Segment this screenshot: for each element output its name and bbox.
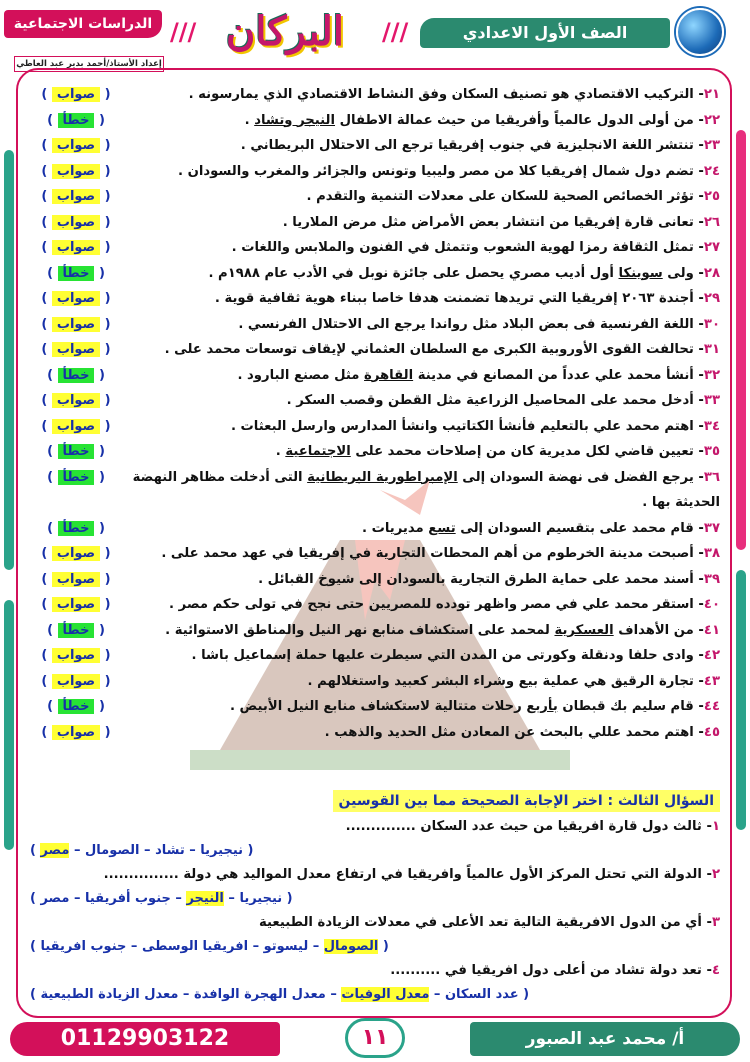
underlined-term: سوينكا (618, 265, 663, 281)
grade-tag: الصف الأول الاعدادي (420, 18, 670, 48)
answer-box (30, 570, 122, 590)
correct-option: مصر (40, 843, 70, 858)
paren-close: ) (41, 189, 52, 204)
question-text-part: تعانى قارة إفريقيا من انتشار بعض الأمراض مثل مرض الملاريا . (282, 214, 694, 230)
question-text: ٤٤- قام سليم بك قبطان بأربع رحلات متتالية لاستكشاف منابع النيل الأبيض . (229, 699, 720, 714)
question-number: ٢٦ (703, 214, 720, 230)
answer-box (30, 289, 122, 309)
question-text: ٣٦- يرجع الفضل فى نهضة السودان إلى الإمبراطورية البريطانية التى أدخلت مظاهر النهضة الحديثة بها . (132, 469, 720, 510)
question-row (30, 465, 720, 516)
paren-open: ( (100, 214, 111, 230)
question-row (30, 720, 720, 746)
question-text-part: استقر محمد علي في مصر واظهر تودده للمصريين حتى نجح في تولى حكم مصر . (169, 597, 694, 612)
question-text: ٣٢- أنشأ محمد علي عدداً من المصانع في مدينة القاهرة مثل مصنع البارود . (237, 367, 720, 383)
paren-close: ) (41, 724, 52, 740)
question-text-part: قام محمد على بتقسيم السودان إلى (455, 520, 694, 536)
paren-close: ) (41, 342, 52, 357)
option: عدد السكان (444, 987, 519, 1002)
prepared-by-label: إعداد الأستاذ/أحمد بدير عبد العاطي (14, 56, 164, 72)
paren-close: ) (41, 393, 52, 408)
correct-option: النيجر (186, 891, 224, 906)
multiple-choice-section (30, 790, 720, 1007)
paren-open: ( (94, 112, 105, 128)
mcq-question: ٣- أي من الدول الافريقية التالية تعد الأعلى في معدلات الزيادة الطبيعية (259, 915, 720, 930)
question-text: ٢٤- تضم دول شمال إفريقيا كلا من مصر وليبيا وتونس والجزائر والمغرب والسودان . (177, 163, 720, 179)
paren-open: ( (100, 546, 111, 561)
option-separator: – (223, 891, 240, 906)
paren-open: ( (94, 367, 105, 383)
question-text-part: أول أديب مصري يحصل على جائزة نوبل في الأدب عام ١٩٨٨م . (208, 265, 619, 281)
underlined-term: النيجر وتشاد (254, 112, 336, 128)
answer-word: خطأ (58, 699, 95, 714)
question-text-part: مديريات . (361, 520, 429, 536)
brand-logo: البركان (225, 8, 345, 55)
globe-icon (676, 8, 724, 56)
mcq-text: الدولة التي تحتل المركز الأول عالمياً وافريقيا في ارتفاع معدل المواليد هي دولة ............... (103, 867, 702, 882)
option: الصومال (84, 843, 140, 858)
question-row (30, 618, 720, 644)
paren-close: ) (41, 163, 52, 179)
answer-box (30, 111, 122, 131)
paren-open: ( (378, 939, 389, 954)
paren-close: ) (41, 138, 52, 153)
question-row (30, 261, 720, 287)
question-text: ٣١- تحالفت القوى الأوروبية الكبرى مع السلطان العثماني لإيقاف توسعات محمد على . (164, 342, 720, 357)
option: جنوب افريقيا (40, 939, 127, 954)
question-text-part: أدخل محمد على المحاصيل الزراعية مثل القطن وقصب السكر . (286, 393, 694, 408)
mcq-text: تعد دولة تشاد من أعلى دول افريقيا في .......... (390, 963, 702, 978)
answer-box (30, 417, 122, 437)
mcq-question: ٤- تعد دولة تشاد من أعلى دول افريقيا في .......... (390, 963, 720, 978)
question-text: ٢٨- ولى سوينكا أول أديب مصري يحصل على جائزة نوبل في الأدب عام ١٩٨٨م . (208, 265, 720, 281)
question-text-part: تحالفت القوى الأوروبية الكبرى مع السلطان العثماني لإيقاف توسعات محمد على . (164, 342, 694, 357)
answer-box (30, 723, 122, 743)
option: ليسوتو (263, 939, 309, 954)
option-separator: – (69, 891, 85, 906)
option-separator: – (69, 843, 85, 858)
question-text: ٣٤- اهتم محمد علي بالتعليم فأنشأ الكتاتيب وانشأ المدارس وارسل البعثات . (230, 418, 720, 434)
question-text: ٣٩- أسند محمد على حماية الطرق التجارية بالسودان إلى شيوخ القبائل . (258, 571, 720, 587)
answer-word: صواب (52, 215, 100, 230)
question-row (30, 414, 720, 440)
paren-open: ( (94, 444, 105, 459)
answer-box (30, 544, 122, 564)
question-row (30, 235, 720, 261)
answer-word: صواب (52, 189, 100, 204)
question-text-part: اهتم محمد علي بالتعليم فأنشأ الكتاتيب وانشأ المدارس وارسل البعثات . (230, 418, 694, 434)
option: نيجيريا (200, 843, 244, 858)
answer-box (30, 162, 122, 182)
question-number: ٣٣ (703, 393, 720, 408)
mcq-options (30, 839, 720, 863)
question-row (30, 159, 720, 185)
question-row (30, 286, 720, 312)
answer-word: صواب (52, 87, 100, 102)
answer-box (30, 187, 122, 207)
question-text-part: التى أدخلت مظاهر النهضة الحديثة بها . (132, 469, 720, 510)
question-text: ٢١- التركيب الاقتصادي هو تصنيف السكان وفق النشاط الاقتصادي الذي يمارسونه . (188, 87, 720, 102)
question-number: ٣٢ (703, 367, 720, 383)
answer-box (30, 697, 122, 717)
question-text-part: قام سليم بك قبطان (557, 699, 694, 714)
option-separator: – (308, 939, 324, 954)
paren-close: ) (30, 939, 41, 954)
question-number: ٣٥ (703, 444, 720, 459)
side-bar-decoration (4, 150, 14, 570)
question-row (30, 541, 720, 567)
answer-word: خطأ (58, 623, 95, 638)
paren-close: ) (30, 843, 41, 858)
question-text-part: أجندة ٢٠٦٣ إفريقيا التي تريدها تضمنت هدفا خاصا ببناء هوية ثقافية قوية . (214, 291, 694, 306)
question-text: ٢٢- من أولى الدول عالمياً وأفريقيا من حيث عمالة الاطفال النيجر وتشاد . (244, 112, 720, 128)
question-text-part: من أولى الدول عالمياً وأفريقيا من حيث عمالة الاطفال (335, 112, 694, 128)
answer-word: صواب (52, 597, 100, 612)
question-text-part: أصبحت مدينة الخرطوم من أهم المحطات التجارية في إفريقيا في عهد محمد على . (161, 546, 694, 561)
question-row (30, 439, 720, 465)
paren-open: ( (100, 291, 111, 306)
underlined-term: بأربع (526, 699, 558, 714)
underlined-term: الاجتماعية (285, 444, 351, 459)
underlined-term: العسكرية (554, 622, 614, 638)
paren-open: ( (100, 418, 111, 434)
mcq-text: أي من الدول الافريقية التالية تعد الأعلى في معدلات الزيادة الطبيعية (259, 915, 702, 930)
answer-box (30, 442, 122, 462)
option: تشاد (155, 843, 185, 858)
answer-word: صواب (52, 725, 100, 740)
answer-word: خطأ (58, 521, 95, 536)
answer-box (30, 621, 122, 641)
paren-close: ) (47, 699, 58, 714)
question-number: ٣٧ (703, 520, 720, 536)
answer-word: صواب (52, 419, 100, 434)
question-row (30, 82, 720, 108)
paren-open: ( (518, 987, 530, 1002)
question-text: ٤٠- استقر محمد علي في مصر واظهر تودده للمصريين حتى نجح في تولى حكم مصر . (169, 597, 720, 612)
paren-close: ) (41, 418, 52, 434)
question-text-part: وادى حلفا ودنقلة وكورتى من المدن التي سيطرت عليها حملة إسماعيل باشا . (191, 648, 694, 663)
question-number: ٢٢ (703, 112, 720, 128)
answer-box (30, 213, 122, 233)
option-separator: – (178, 987, 194, 1002)
answer-box (30, 315, 122, 335)
question-text: ٤٢- وادى حلفا ودنقلة وكورتى من المدن التي سيطرت عليها حملة إسماعيل باشا . (191, 648, 720, 663)
paren-close: ) (30, 891, 41, 906)
question-row (30, 592, 720, 618)
question-row (30, 363, 720, 389)
underlined-term: تسع (428, 520, 456, 536)
question-number: ٣٤ (703, 418, 720, 434)
question-number: ٣٠ (703, 316, 720, 332)
answer-word: صواب (52, 317, 100, 332)
underlined-term: القاهرة (364, 367, 414, 383)
question-text: ٤١- من الأهداف العسكرية لمحمد على استكشاف منابع نهر النيل والمناطق الاستوائية . (165, 622, 720, 638)
option-separator: – (184, 843, 201, 858)
question-text: ٢٥- تؤثر الخصائص الصحية للسكان على معدلات التنمية والتقدم . (306, 189, 720, 204)
page-footer (0, 1016, 750, 1062)
option-separator: – (139, 843, 156, 858)
question-text-part: تعيين قاضي لكل مديرية كان من إصلاحات محمد على (350, 444, 694, 459)
question-text-part: اللغة الفرنسية فى بعض البلاد مثل رواندا يرجع الى الاحتلال الفرنسي . (238, 316, 694, 332)
mcq-question: ٢- الدولة التي تحتل المركز الأول عالمياً وافريقيا في ارتفاع معدل المواليد هي دولة ............... (103, 867, 720, 882)
question-text-part: تضم دول شمال إفريقيا كلا من مصر وليبيا وتونس والجزائر والمغرب والسودان . (177, 163, 694, 179)
answer-word: صواب (52, 342, 100, 357)
answer-box (30, 238, 122, 258)
option: نيجيريا (239, 891, 283, 906)
author-name: أ/ محمد عبد الصبور (470, 1022, 740, 1056)
paren-open: ( (100, 648, 111, 663)
question-text-part: ولى (662, 265, 694, 281)
correct-option: الصومال (323, 939, 379, 954)
question-text-part: . (244, 112, 255, 128)
question-row (30, 184, 720, 210)
option-separator: – (170, 891, 187, 906)
paren-open: ( (100, 571, 111, 587)
answer-word: خطأ (58, 266, 95, 281)
true-false-questions (30, 82, 720, 745)
slashes-decoration: /// (170, 18, 197, 46)
question-text-part: أسند محمد على حماية الطرق التجارية بالسودان إلى شيوخ القبائل . (258, 571, 694, 587)
answer-box (30, 468, 122, 488)
paren-close: ) (41, 316, 52, 332)
question-row (30, 388, 720, 414)
answer-word: صواب (52, 546, 100, 561)
answer-word: صواب (52, 138, 100, 153)
question-number: ٣٨ (703, 546, 720, 561)
question-text-part: رحلات متتالية لاستكشاف منابع النيل الأبيض . (229, 699, 527, 714)
answer-word: خطأ (58, 444, 95, 459)
question-row (30, 312, 720, 338)
question-text-part: تؤثر الخصائص الصحية للسكان على معدلات التنمية والتقدم . (306, 189, 694, 204)
section-title: السؤال الثالث : اختر الإجابة الصحيحة مما بين القوسين (333, 790, 720, 812)
answer-box (30, 264, 122, 284)
question-text-part: يرجع الفضل فى نهضة السودان إلى (457, 469, 694, 485)
question-number: ٢٣ (703, 138, 720, 153)
question-row (30, 669, 720, 695)
question-row (30, 108, 720, 134)
question-text-part: من الأهداف (613, 622, 694, 638)
paren-open: ( (100, 189, 111, 204)
answer-box (30, 85, 122, 105)
question-text: ٢٩- أجندة ٢٠٦٣ إفريقيا التي تريدها تضمنت هدفا خاصا ببناء هوية ثقافية قوية . (214, 291, 720, 306)
answer-box (30, 136, 122, 156)
answer-word: خطأ (58, 470, 95, 485)
question-row (30, 210, 720, 236)
question-text-part: تمثل الثقافة رمزا لهوية الشعوب وتتمثل في الفنون والملابس واللغات . (231, 240, 694, 255)
paren-open: ( (100, 673, 111, 689)
question-text: ٤٣- تجارة الرقيق هي عملية بيع وشراء البشر كعبيد واستغلالهم . (307, 673, 720, 689)
answer-word: خطأ (58, 113, 95, 128)
answer-box (30, 646, 122, 666)
question-number: ٢٤ (703, 163, 720, 179)
question-number: ٤٠ (703, 597, 720, 612)
answer-word: صواب (52, 164, 100, 179)
paren-open: ( (94, 265, 105, 281)
paren-open: ( (100, 138, 111, 153)
question-text-part: تنتشر اللغة الانجليزية في جنوب إفريقيا ترجع الى الاحتلال البريطاني . (240, 138, 694, 153)
mcq-text: ثالث دول قارة افريقيا من حيث عدد السكان .............. (345, 819, 702, 834)
side-bar-decoration (736, 570, 746, 830)
mcq-options (30, 983, 720, 1007)
subject-tag: الدراسات الاجتماعية (4, 10, 162, 38)
question-text-part: تجارة الرقيق هي عملية بيع وشراء البشر كعبيد واستغلالهم . (307, 673, 694, 689)
question-text: ٣٠- اللغة الفرنسية فى بعض البلاد مثل رواندا يرجع الى الاحتلال الفرنسي . (238, 316, 720, 332)
paren-close: ) (47, 622, 58, 638)
underlined-term: الإمبراطورية البريطانية (307, 469, 458, 485)
paren-close: ) (41, 214, 52, 230)
paren-open: ( (282, 891, 293, 906)
question-row (30, 694, 720, 720)
question-text-part: . (275, 444, 286, 459)
answer-word: صواب (52, 674, 100, 689)
answer-word: خطأ (58, 368, 95, 383)
question-number: ٣ (711, 915, 720, 930)
paren-open: ( (94, 622, 105, 638)
question-row (30, 643, 720, 669)
question-text-part: لمحمد على استكشاف منابع نهر النيل والمناطق الاستوائية . (165, 622, 555, 638)
paren-open: ( (100, 393, 111, 408)
question-text-part: مثل مصنع البارود . (237, 367, 365, 383)
question-number: ٤٣ (703, 673, 720, 689)
side-bar-decoration (736, 130, 746, 550)
answer-box (30, 340, 122, 360)
question-text: ٣٥- تعيين قاضي لكل مديرية كان من إصلاحات محمد على الاجتماعية . (275, 444, 720, 459)
paren-close: ) (47, 367, 58, 383)
paren-open: ( (100, 240, 111, 255)
option-separator: – (325, 987, 342, 1002)
paren-open: ( (94, 699, 105, 714)
question-number: ٤١ (703, 622, 720, 638)
option: معدل الزيادة الطبيعية (40, 987, 179, 1002)
question-number: ٣١ (703, 342, 720, 357)
paren-open: ( (100, 342, 111, 357)
option: مصر (40, 891, 70, 906)
answer-word: صواب (52, 240, 100, 255)
question-number: ٣٦ (703, 469, 720, 485)
paren-open: ( (243, 843, 254, 858)
paren-open: ( (100, 87, 111, 102)
paren-close: ) (41, 546, 52, 561)
option-separator: – (248, 939, 264, 954)
paren-open: ( (94, 469, 105, 485)
paren-open: ( (100, 316, 111, 332)
phone-number: 01129903122 (10, 1022, 280, 1056)
answer-box (30, 366, 122, 386)
answer-box (30, 519, 122, 539)
answer-word: صواب (52, 291, 100, 306)
paren-close: ) (47, 520, 58, 536)
question-text: ٣٣- أدخل محمد على المحاصيل الزراعية مثل القطن وقصب السكر . (286, 393, 720, 408)
paren-close: ) (30, 987, 41, 1002)
option: جنوب أفريقيا (84, 891, 171, 906)
question-number: ٤٢ (703, 648, 720, 663)
question-text: ٣٧- قام محمد على بتقسيم السودان إلى تسع مديريات . (361, 520, 720, 536)
option: معدل الهجرة الوافدة (193, 987, 326, 1002)
mcq-question: ١- ثالث دول قارة افريقيا من حيث عدد السكان .............. (345, 819, 720, 834)
option-separator: – (429, 987, 445, 1002)
question-number: ٤٤ (703, 699, 720, 714)
answer-word: صواب (52, 572, 100, 587)
question-row (30, 516, 720, 542)
paren-close: ) (41, 571, 52, 587)
paren-open: ( (100, 724, 111, 740)
mcq-options (30, 935, 720, 959)
paren-close: ) (41, 597, 52, 612)
paren-open: ( (100, 597, 111, 612)
question-text-part: اهتم محمد عللي بالبحث عن المعادن مثل الحديد والذهب . (324, 724, 694, 740)
answer-box (30, 595, 122, 615)
paren-open: ( (94, 520, 105, 536)
paren-close: ) (47, 112, 58, 128)
answer-word: صواب (52, 393, 100, 408)
question-row (30, 567, 720, 593)
question-number: ٣٩ (703, 571, 720, 587)
question-number: ٢٩ (703, 291, 720, 306)
paren-close: ) (41, 673, 52, 689)
question-text-part: أنشأ محمد علي عدداً من المصانع في مدينة (413, 367, 694, 383)
question-text: ٢٦- تعانى قارة إفريقيا من انتشار بعض الأمراض مثل مرض الملاريا . (282, 214, 720, 230)
question-text: ٣٨- أصبحت مدينة الخرطوم من أهم المحطات التجارية في إفريقيا في عهد محمد على . (161, 546, 720, 561)
slashes-decoration: /// (382, 18, 409, 46)
question-text-part: التركيب الاقتصادي هو تصنيف السكان وفق النشاط الاقتصادي الذي يمارسونه . (188, 87, 694, 102)
paren-close: ) (41, 240, 52, 255)
paren-open: ( (100, 163, 111, 179)
question-number: ٤ (711, 963, 720, 978)
question-text: ٢٧- تمثل الثقافة رمزا لهوية الشعوب وتتمثل في الفنون والملابس واللغات . (231, 240, 720, 255)
paren-close: ) (41, 648, 52, 663)
option-separator: – (126, 939, 142, 954)
paren-close: ) (41, 87, 52, 102)
question-row (30, 133, 720, 159)
question-number: ٤٥ (703, 724, 720, 740)
question-number: ٢٥ (703, 189, 720, 204)
paren-close: ) (47, 444, 58, 459)
question-number: ٢ (711, 867, 720, 882)
page-number: ١١ (345, 1018, 405, 1058)
question-text: ٤٥- اهتم محمد عللي بالبحث عن المعادن مثل الحديد والذهب . (324, 724, 720, 740)
paren-close: ) (47, 469, 58, 485)
correct-option: معدل الوفيات (341, 987, 430, 1002)
paren-close: ) (47, 265, 58, 281)
answer-box (30, 391, 122, 411)
paren-close: ) (41, 291, 52, 306)
mcq-options (30, 887, 720, 911)
option: افريقيا الوسطى (141, 939, 249, 954)
question-text: ٢٣- تنتشر اللغة الانجليزية في جنوب إفريقيا ترجع الى الاحتلال البريطاني . (240, 138, 720, 153)
side-bar-decoration (4, 600, 14, 850)
question-number: ٢٨ (703, 265, 720, 281)
question-number: ٢٧ (703, 240, 720, 255)
answer-word: صواب (52, 648, 100, 663)
question-number: ١ (711, 819, 720, 834)
question-number: ٢١ (703, 87, 720, 102)
answer-box (30, 672, 122, 692)
question-row (30, 337, 720, 363)
